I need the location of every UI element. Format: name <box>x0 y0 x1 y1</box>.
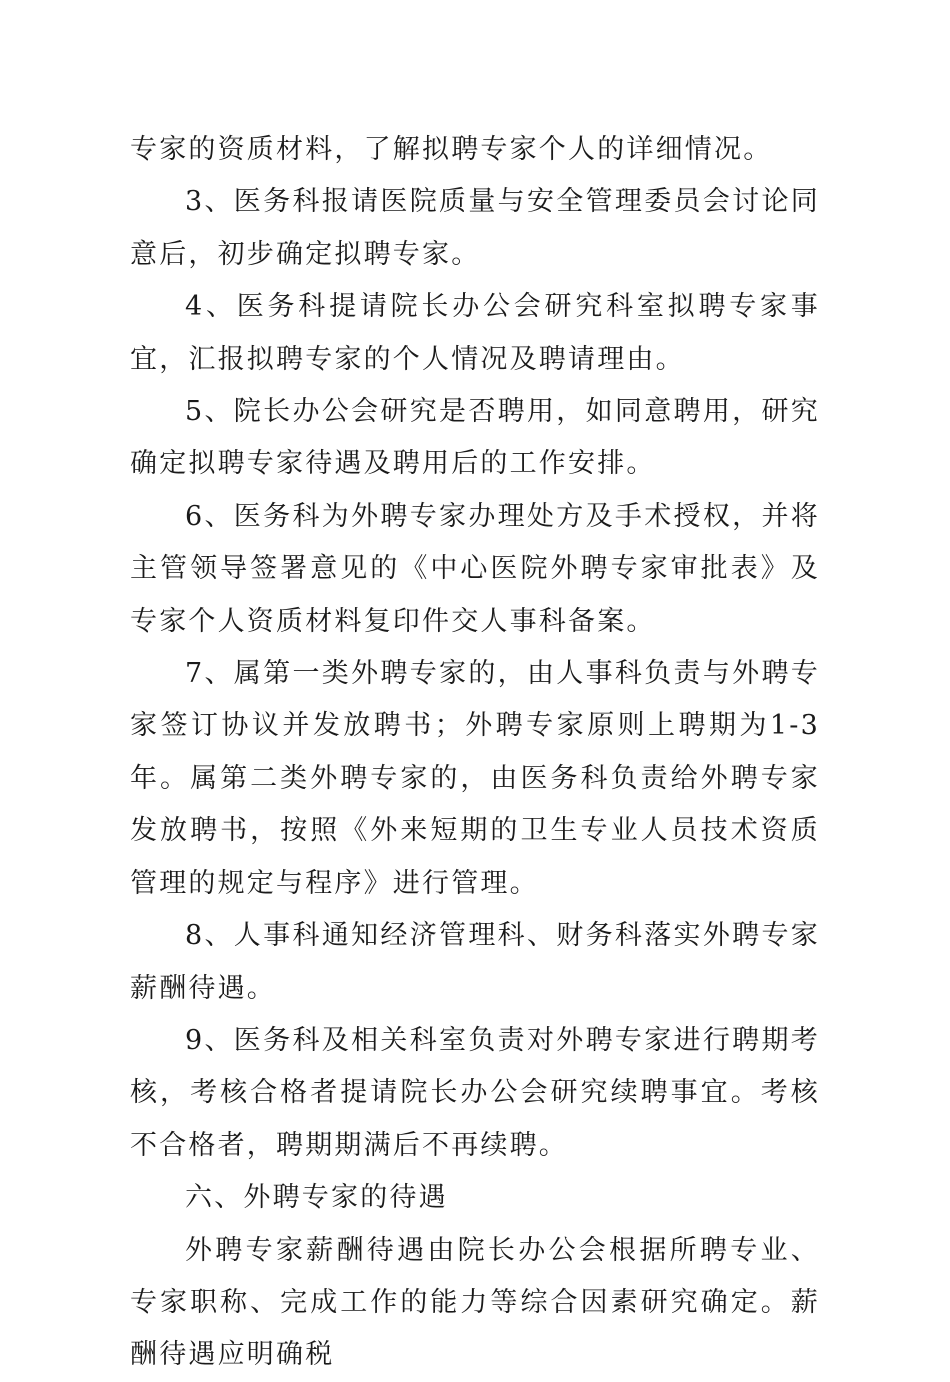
paragraph-5: 6、医务科为外聘专家办理处方及手术授权，并将主管领导签署意见的《中心医院外聘专家审批表》及专家个人资质材料复印件交人事科备案。 <box>130 500 820 637</box>
paragraph-4: 5、院长办公会研究是否聘用，如同意聘用，研究确定拟聘专家待遇及聘用后的工作安排。 <box>130 396 820 480</box>
document-body <box>130 124 820 1382</box>
paragraph-1: 专家的资质材料，了解拟聘专家个人的详细情况。 <box>130 134 773 165</box>
paragraph-2: 3、医务科报请医院质量与安全管理委员会讨论同意后，初步确定拟聘专家。 <box>130 186 820 270</box>
paragraph-8: 9、医务科及相关科室负责对外聘专家进行聘期考核，考核合格者提请院长办公会研究续聘事宜。考核不合格者，聘期期满后不再续聘。 <box>130 1024 820 1161</box>
paragraph-9: 外聘专家薪酬待遇由院长办公会根据所聘专业、专家职称、完成工作的能力等综合因素研究确定。薪酬待遇应明确税 <box>130 1234 820 1371</box>
paragraph-3: 4、医务科提请院长办公会研究科室拟聘专家事宜，汇报拟聘专家的个人情况及聘请理由。 <box>130 291 820 375</box>
paragraph-7: 8、人事科通知经济管理科、财务科落实外聘专家薪酬待遇。 <box>130 920 820 1004</box>
paragraph-6: 7、属第一类外聘专家的，由人事科负责与外聘专家签订协议并发放聘书；外聘专家原则上聘期为1-3年。属第二类外聘专家的，由医务科负责给外聘专家发放聘书，按照《外来短期的卫生专业人员技术资质管理的规定与程序》进行管理。 <box>130 658 820 899</box>
section-heading: 六、外聘专家的待遇 <box>185 1182 448 1214</box>
